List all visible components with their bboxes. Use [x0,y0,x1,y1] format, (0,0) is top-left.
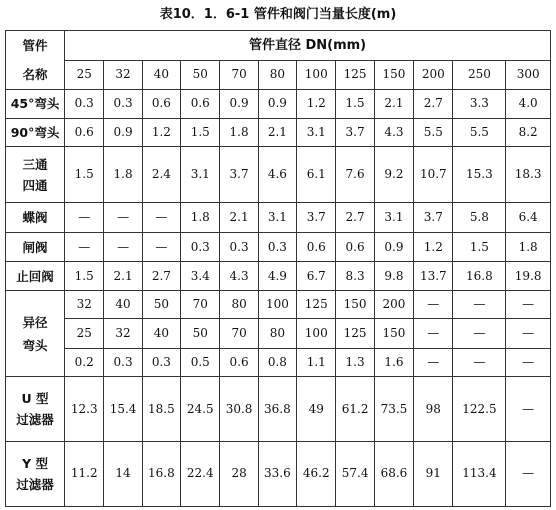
table-cell: 80 [220,290,258,319]
table-cell: 100 [258,290,296,319]
row-label-gate: 闸阀 [6,232,65,262]
table-cell: 0.3 [142,348,180,377]
table-cell: 3.7 [414,203,453,233]
table-cell: — [104,203,142,233]
table-cell: 1.8 [506,232,551,262]
table-cell: 4.9 [258,262,296,291]
table-cell: 8.2 [506,118,551,147]
table-cell: 0.6 [65,118,104,147]
table-cell: — [65,203,104,233]
table-cell: 49 [297,377,336,441]
row-label-tee-line2: 四通 [22,177,48,193]
table-cell: 3.1 [297,118,336,147]
table-cell: 0.3 [258,232,296,262]
table-cell: 68.6 [374,441,413,506]
table-cell: 80 [258,319,296,349]
table-cell: 18.3 [506,147,551,203]
table-cell: 1.5 [65,147,104,203]
table-cell: 9.8 [374,262,413,291]
table-cell: 0.8 [258,348,296,377]
table-cell: 1.8 [104,147,142,203]
table-cell: 0.6 [297,232,336,262]
table-cell: — [414,319,453,349]
table-cell: 40 [104,290,142,319]
table-cell: 2.1 [374,90,413,119]
table-cell: 14 [104,441,142,506]
diameter-header: 50 [181,60,220,90]
table-title: 表10．1．6-1 管件和阀门当量长度(m) [159,7,397,22]
row-label-y-strainer [6,441,65,506]
table-row [6,262,551,291]
table-cell: 30.8 [220,377,258,441]
table-cell: 6.1 [297,147,336,203]
table-cell: — [142,203,180,233]
name-header-cell [6,31,65,90]
table-cell: 24.5 [181,377,220,441]
name-header-line1: 管件 [22,38,48,54]
name-header-line2: 名称 [22,67,48,83]
row-label-y-strainer-line2: 过滤器 [16,476,54,492]
table-cell: 3.4 [181,262,220,291]
table-cell: 3.1 [181,147,220,203]
row-label-tee [6,147,65,203]
diameter-header: 25 [65,60,104,90]
table-cell: 113.4 [453,441,506,506]
table-cell: 32 [104,319,142,349]
table-cell: — [506,290,551,319]
table-cell: 10.7 [414,147,453,203]
table-row [6,290,551,319]
diameter-header: 80 [258,60,296,90]
table-cell: 1.3 [336,348,374,377]
table-cell: 200 [374,290,413,319]
table-cell: 98 [414,377,453,441]
table-cell: 6.4 [506,203,551,233]
table-cell: 91 [414,441,453,506]
table-row [6,203,551,233]
table-cell: — [506,319,551,349]
table-cell: 15.3 [453,147,506,203]
table-cell: 18.5 [142,377,180,441]
table-cell: — [506,441,551,506]
table-cell: 70 [220,319,258,349]
table-cell: 4.3 [220,262,258,291]
table-row [6,118,551,147]
table-cell: 9.2 [374,147,413,203]
table-cell: 13.7 [414,262,453,291]
table-cell: 0.6 [336,232,374,262]
table-cell: 125 [297,290,336,319]
table-cell: 3.7 [336,118,374,147]
table-cell: 3.7 [297,203,336,233]
diameter-header: 32 [104,60,142,90]
table-cell: 2.1 [220,203,258,233]
table-cell: 0.2 [65,348,104,377]
table-cell: 7.6 [336,147,374,203]
row-label-tee-line1: 三通 [22,156,48,172]
table-cell: 1.1 [297,348,336,377]
table-cell: — [65,232,104,262]
table-cell: — [414,290,453,319]
table-cell: 25 [65,319,104,349]
table-cell: 0.6 [142,90,180,119]
row-label-butterfly: 蝶阀 [6,203,65,233]
table-cell: — [142,232,180,262]
table-cell: 0.9 [220,90,258,119]
table-row [6,348,551,377]
diameter-header: 150 [374,60,413,90]
diameter-header: 70 [220,60,258,90]
table-cell: 5.5 [414,118,453,147]
table-cell: 150 [336,290,374,319]
table-cell: 1.2 [297,90,336,119]
table-cell: 8.3 [336,262,374,291]
table-cell: 2.1 [258,118,296,147]
table-row [6,232,551,262]
table-cell: 125 [336,319,374,349]
table-row [6,377,551,441]
diameter-header: 200 [414,60,453,90]
table-cell: 1.2 [142,118,180,147]
table-cell: — [414,348,453,377]
diameter-header: 250 [453,60,506,90]
equivalent-length-table [5,30,551,507]
table-cell: 73.5 [374,377,413,441]
table-cell: 33.6 [258,441,296,506]
table-cell: 5.5 [453,118,506,147]
table-cell: 0.9 [374,232,413,262]
table-cell: — [453,290,506,319]
table-cell: 61.2 [336,377,374,441]
table-cell: 2.4 [142,147,180,203]
table-cell: 0.3 [104,90,142,119]
table-cell: 3.1 [374,203,413,233]
table-cell: — [506,377,551,441]
table-cell: 16.8 [142,441,180,506]
row-label-y-strainer-line1: Y 型 [22,455,48,471]
row-label-reducer [6,290,65,377]
table-cell: 100 [297,319,336,349]
table-cell: — [506,348,551,377]
table-cell: — [104,232,142,262]
table-cell: 2.7 [142,262,180,291]
table-cell: 0.3 [181,232,220,262]
table-cell: — [453,319,506,349]
table-cell: — [453,348,506,377]
table-cell: 22.4 [181,441,220,506]
table-cell: 1.5 [336,90,374,119]
table-row [6,90,551,119]
row-label-elbow45: 45°弯头 [6,90,65,119]
table-cell: 0.3 [220,232,258,262]
diameter-span-header: 管件直径 DN(mm) [65,31,551,61]
table-cell: 1.5 [181,118,220,147]
table-row [6,319,551,349]
table-cell: 28 [220,441,258,506]
table-cell: 4.3 [374,118,413,147]
row-label-elbow90: 90°弯头 [6,118,65,147]
table-cell: 11.2 [65,441,104,506]
row-label-reducer-line1: 异径 [22,314,48,330]
row-label-u-strainer-line2: 过滤器 [16,412,54,428]
table-cell: 1.5 [65,262,104,291]
table-cell: 2.1 [104,262,142,291]
table-cell: 50 [142,290,180,319]
table-row [6,441,551,506]
table-cell: 5.8 [453,203,506,233]
table-cell: 1.6 [374,348,413,377]
row-label-u-strainer-line1: U 型 [21,391,49,407]
table-cell: 1.8 [220,118,258,147]
table-cell: 70 [181,290,220,319]
diameter-header: 125 [336,60,374,90]
table-cell: 3.1 [258,203,296,233]
header-row-diameters [6,60,551,90]
diameter-header: 300 [506,60,551,90]
diameter-header: 100 [297,60,336,90]
table-cell: 0.9 [258,90,296,119]
table-cell: 0.9 [104,118,142,147]
table-cell: 2.7 [336,203,374,233]
table-cell: 0.6 [181,90,220,119]
diameter-header: 40 [142,60,180,90]
table-cell: 1.8 [181,203,220,233]
table-cell: 36.8 [258,377,296,441]
table-cell: 1.2 [414,232,453,262]
table-cell: 1.5 [453,232,506,262]
table-cell: 0.5 [181,348,220,377]
table-cell: 15.4 [104,377,142,441]
table-row [6,147,551,203]
row-label-check: 止回阀 [6,262,65,291]
table-cell: 50 [181,319,220,349]
table-cell: 2.7 [414,90,453,119]
table-cell: 57.4 [336,441,374,506]
table-cell: 32 [65,290,104,319]
table-cell: 150 [374,319,413,349]
header-row-1 [6,31,551,61]
table-cell: 4.6 [258,147,296,203]
table-cell: 0.6 [220,348,258,377]
table-cell: 16.8 [453,262,506,291]
table-cell: 3.7 [220,147,258,203]
table-cell: 3.3 [453,90,506,119]
table-cell: 6.7 [297,262,336,291]
table-cell: 0.3 [104,348,142,377]
table-cell: 122.5 [453,377,506,441]
table-cell: 46.2 [297,441,336,506]
table-cell: 4.0 [506,90,551,119]
table-cell: 12.3 [65,377,104,441]
table-cell: 19.8 [506,262,551,291]
row-label-u-strainer [6,377,65,441]
row-label-reducer-line2: 弯头 [22,337,48,353]
table-cell: 40 [142,319,180,349]
table-cell: 0.3 [65,90,104,119]
